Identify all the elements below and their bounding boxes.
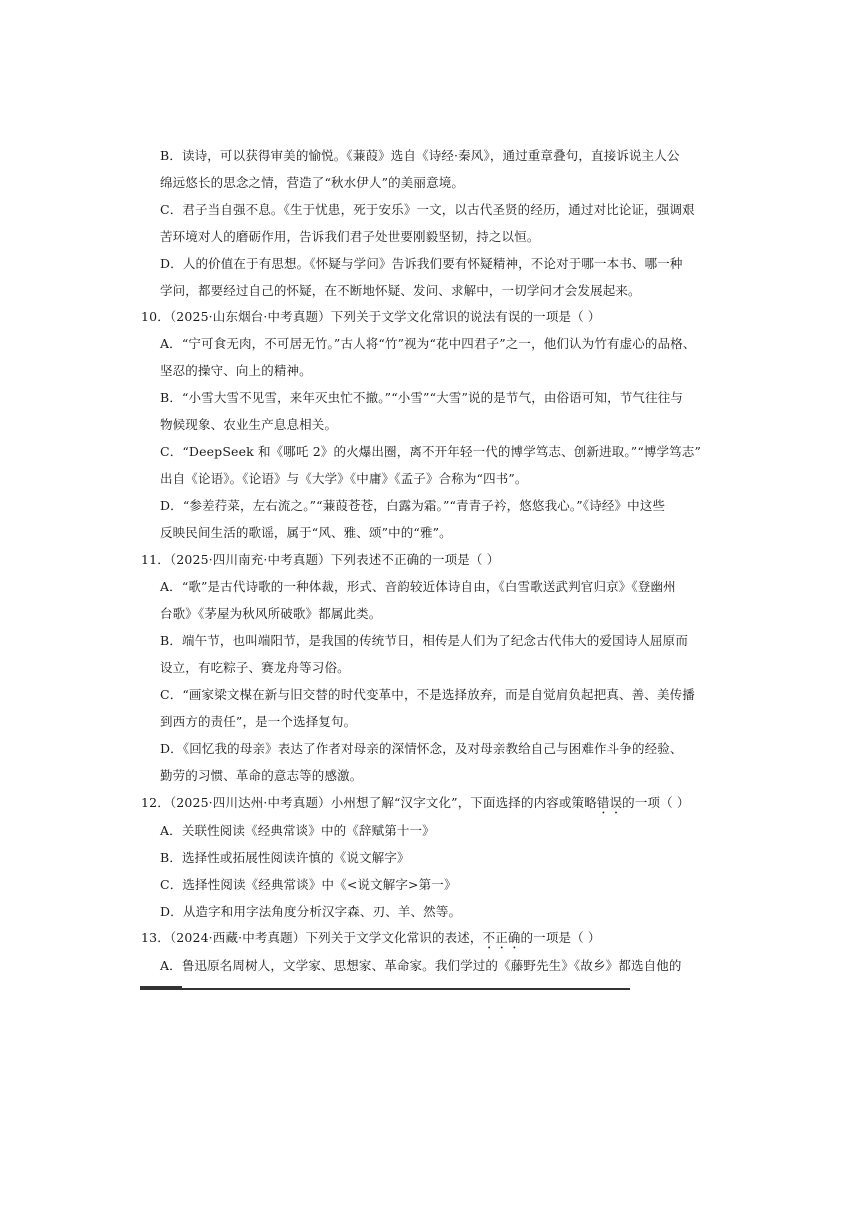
q12-option-b: B．选择性或拓展性阅读许慎的《说文解字》	[160, 850, 410, 865]
question-12-stem-text: 12．（2025·四川达州·中考真题）小州想了解“汉字文化”，下面选择的内容或策略	[141, 795, 597, 810]
q11-option-d-line2: 勤劳的习惯、革命的意志等的感激。	[160, 768, 363, 783]
question-12-stem-end: 的一项（ ）	[622, 795, 690, 810]
q10-option-a-line2: 坚忍的操守、向上的精神。	[160, 363, 312, 378]
question-12-stem	[141, 795, 690, 817]
q11-option-c-line2: 到西方的责任”，是一个选择复句。	[160, 714, 357, 729]
q9-option-c-line2: 苦环境对人的磨砺作用，告诉我们君子处世要刚毅坚韧，持之以恒。	[160, 229, 540, 244]
q11-option-b-line2: 设立，有吃粽子、赛龙舟等习俗。	[160, 660, 350, 675]
q11-option-a-line2: 台歌》《茅屋为秋风所破歌》都属此类。	[160, 606, 382, 621]
q12-option-d: D．从造字和用字法角度分析汉字森、刃、羊、然等。	[160, 904, 462, 919]
q10-option-c-line2: 出自《论语》。《论语》与《大学》《中庸》《孟子》合称为“四书”。	[160, 471, 528, 486]
q10-option-d-line1: D．“参差荇菜，左右流之。”“蒹葭苍苍，白露为霜。”“青青子衿，悠悠我心。”《诗经》中这些	[160, 498, 666, 513]
q9-option-b-line1: B．读诗，可以获得审美的愉悦。《蒹葭》选自《诗经·秦风》，通过重章叠句，直接诉说主人公	[160, 148, 680, 163]
q9-option-b-line2: 绵远悠长的思念之情，营造了“秋水伊人”的美丽意境。	[160, 175, 465, 190]
q10-option-a-line1: A．“宁可食无肉，不可居无竹。”古人将“竹”视为“花中四君子”之一，他们认为竹有虚心的品格、	[160, 336, 696, 351]
question-13-stem	[141, 930, 601, 952]
question-13-stem-text: 13．（2024·西藏·中考真题）下列关于文学文化常识的表述，	[141, 930, 483, 945]
q12-option-c: C．选择性阅读《经典常谈》中《<说文解字>第一》	[160, 877, 457, 892]
question-13-stem-end: 的一项是（ ）	[520, 930, 601, 945]
page-footer-rule	[140, 988, 630, 990]
page-footer-rule-mark	[140, 986, 182, 988]
q10-option-b-line2: 物候现象、农业生产息息相关。	[160, 417, 338, 432]
q9-option-d-line2: 学问，都要经过自己的怀疑，在不断地怀疑、发问、求解中，一切学问才会发展起来。	[160, 283, 641, 298]
q10-option-c-line1: C．“DeepSeek 和《哪吒 2》的火爆出圈，离不开年轻一代的博学笃志、创新进取。”“博学笃志”	[160, 444, 702, 459]
question-13-emphasis: 不正确	[482, 930, 521, 945]
q9-option-c-line1: C．君子当自强不息。《生于忧患，死于安乐》一文，以古代圣贤的经历，通过对比论证，强调艰	[160, 202, 695, 217]
q11-option-b-line1: B．端午节，也叫端阳节，是我国的传统节日，相传是人们为了纪念古代伟大的爱国诗人屈原而	[160, 633, 688, 648]
question-12-emphasis: 错误	[596, 795, 623, 810]
q11-option-d-line1: D．《回忆我的母亲》表达了作者对母亲的深情怀念，及对母亲教给自己与困难作斗争的经验、	[160, 741, 683, 756]
q10-option-b-line1: B．“小雪大雪不见雪，来年灭虫忙不撤。”“小雪”“大雪”说的是节气，由俗语可知，节气往往与	[160, 390, 684, 405]
q11-option-c-line1: C．“画家梁文楳在新与旧交替的时代变革中，不是选择放弃，而是自觉肩负起把真、善、美传播	[160, 687, 695, 702]
question-11-stem: 11．（2025·四川南充·中考真题）下列表述不正确的一项是（ ）	[141, 552, 500, 567]
q12-option-a: A．关联性阅读《经典常谈》中的《辞赋第十一》	[160, 823, 435, 838]
q13-option-a-line1: A．鲁迅原名周树人，文学家、思想家、革命家。我们学过的《藤野先生》《故乡》都选自他的	[160, 958, 682, 973]
question-10-stem: 10．（2025·山东烟台·中考真题）下列关于文学文化常识的说法有误的一项是（ ）	[141, 309, 601, 324]
q10-option-d-line2: 反映民间生活的歌谣，属于“风、雅、颂”中的“雅”。	[160, 525, 452, 540]
q11-option-a-line1: A．“歌”是古代诗歌的一种体裁，形式、音韵较近体诗自由，《白雪歌送武判官归京》《登幽州	[160, 579, 676, 594]
q9-option-d-line1: D．人的价值在于有思想。《怀疑与学问》告诉我们要有怀疑精神，不论对于哪一本书、哪一种	[160, 256, 683, 271]
